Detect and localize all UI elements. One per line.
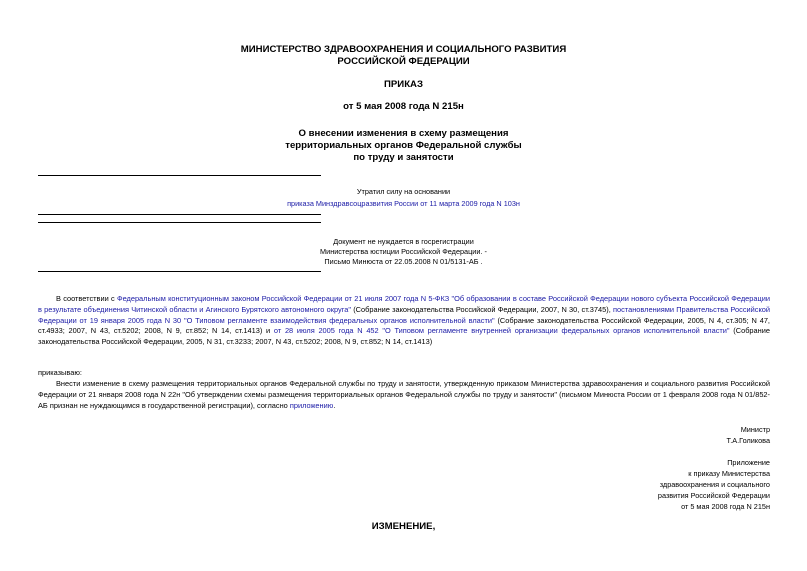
preamble-text: (Собрание законодательства Российской Федерации, 2007, N 30, ст.3745), (350, 304, 613, 314)
title-line-3: по труду и занятости (353, 152, 454, 163)
order-text: Внести изменение в схему размещения территориальных органов Федеральной службы по труду и занятости, утвержденную приказом Министерства здравоохранения и социального развития Российской Федерации от 21 января 2008 года N 22н "Об утверждении схемы размещения территориальных органов Федеральной службы по труду и занятости" (письмом Минюста России от 1 февраля 2008 года N 01/852-АБ признан не нуждающимся в государственной регистрации), согласно (38, 379, 770, 410)
document-date-number: от 5 мая 2008 года N 215н (343, 101, 464, 112)
order-text: . (333, 400, 336, 410)
divider (38, 222, 321, 223)
divider (38, 271, 321, 272)
lost-force-note: Утратил силу на основании (356, 187, 451, 196)
resolution-452-link[interactable]: от 28 июля 2005 года N 452 "О Типовом регламенте внутренней организации федеральных органов исполнительной власти" (273, 326, 730, 336)
appendix-line-5: от 5 мая 2008 года N 215н (681, 502, 770, 511)
title-line-1: О внесении изменения в схему размещения (298, 128, 509, 139)
ministry-line-1: МИНИСТЕРСТВО ЗДРАВООХРАНЕНИЯ И СОЦИАЛЬНОГО РАЗВИТИЯ (240, 44, 567, 55)
preamble-paragraph (38, 294, 770, 348)
ministry-line-2: РОССИЙСКОЙ ФЕДЕРАЦИИ (337, 56, 470, 67)
preamble-text: (Собрание законодательства Российской Федерации, 2005, N 4, ст.305; N 47, ст.4933; 2007, N 43, ст.5202; 2008, N 9, ст.852; N 14, ст.1413) и (38, 315, 770, 336)
preamble-text: В соответствии с (56, 294, 117, 303)
registration-line-2: Министерства юстиции Российской Федерации. - (320, 247, 487, 256)
appendix-line-4: развития Российской Федерации (657, 491, 770, 500)
change-heading: ИЗМЕНЕНИЕ, (371, 521, 436, 532)
lost-force-link[interactable]: приказа Минздравсоцразвития России от 11 марта 2009 года N 103н (287, 199, 520, 208)
appendix-link[interactable]: приложению (289, 400, 334, 410)
order-paragraph (38, 379, 770, 411)
registration-line-1: Документ не нуждается в госрегистрации (333, 237, 474, 246)
signature-title: Министр (740, 425, 770, 434)
document-type: ПРИКАЗ (384, 79, 423, 90)
signature-name: Т.А.Голикова (726, 436, 770, 445)
federal-law-link[interactable]: Федеральным конституционным законом Российской Федерации от 21 июля 2007 года N 5-ФКЗ "Об образовании в составе Российской Федерации нового субъекта Российской Федерации в результате объединения Читинской области и Агинского Бурятского автономного округа" (38, 294, 770, 314)
divider (38, 175, 321, 176)
divider (38, 214, 321, 215)
title-line-2: территориальных органов Федеральной службы (285, 140, 522, 151)
appendix-line-1: Приложение (727, 458, 770, 467)
order-verb: приказываю: (38, 368, 82, 377)
appendix-line-2: к приказу Министерства (688, 469, 770, 478)
preamble-text: (Собрание законодательства Российской Федерации, 2005, N 31, ст.3233; 2007, N 43, ст.5202; 2008, N 9, ст.852; N 14, ст.1413) (38, 326, 770, 347)
appendix-line-3: здравоохранения и социального (659, 480, 770, 489)
government-resolution-link[interactable]: постановлениями Правительства Российской Федерации от 19 января 2005 года N 30 "О Типовом регламенте взаимодействия федеральных органов исполнительной власти" (38, 304, 771, 325)
registration-line-3: Письмо Минюста от 22.05.2008 N 01/5131-АБ . (324, 257, 483, 266)
